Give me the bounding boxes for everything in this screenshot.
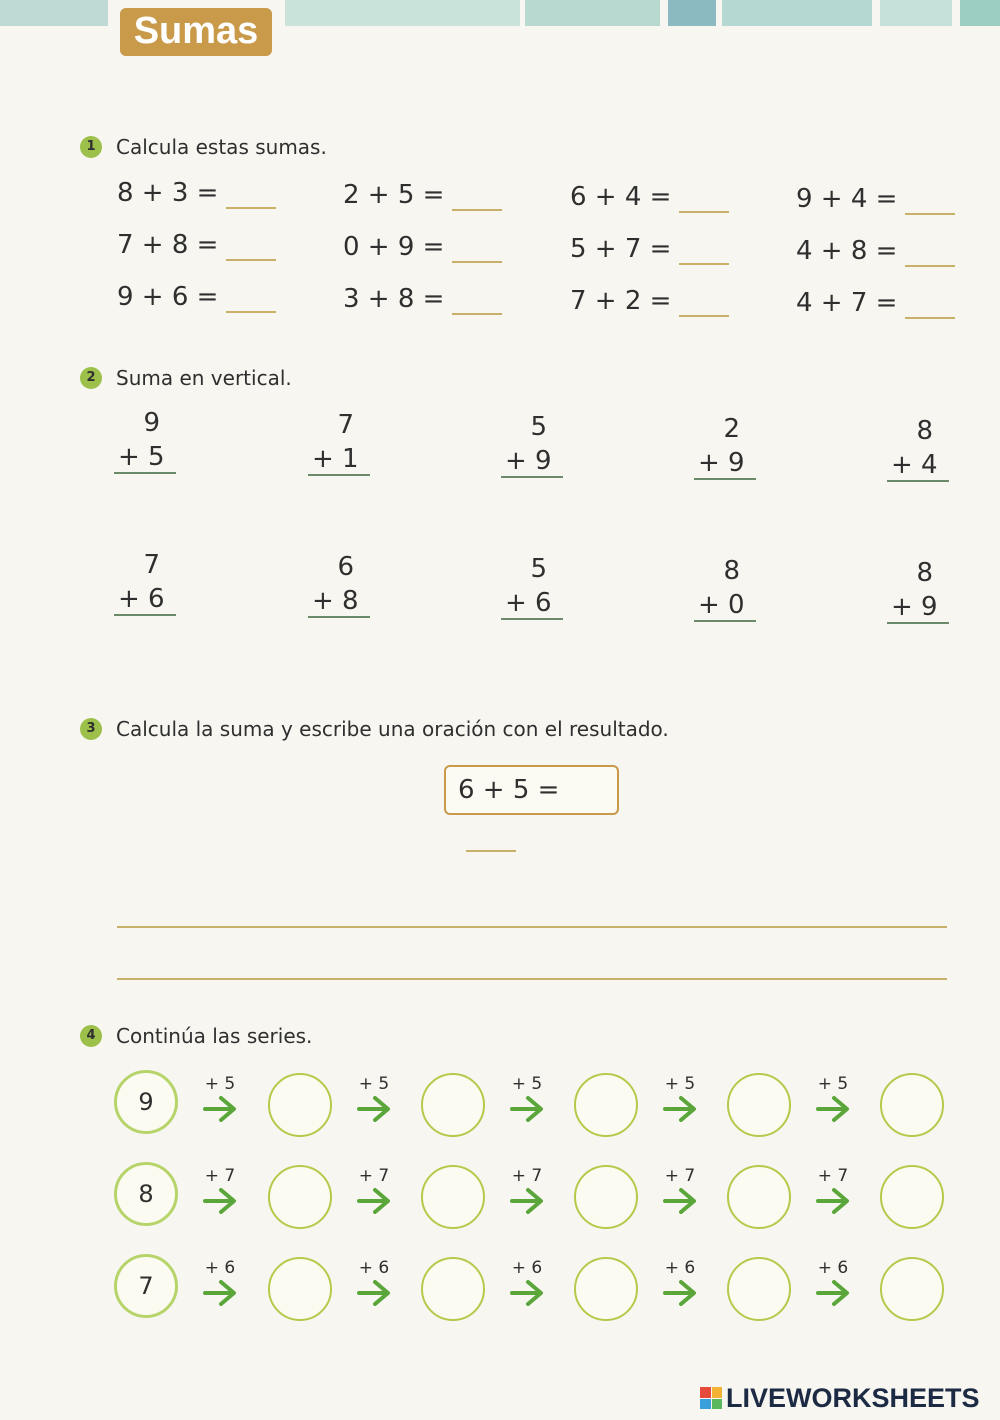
step-label: + 6 [664, 1258, 696, 1278]
framed-sum-text: 6 + 5 = [458, 775, 560, 805]
series-answer-circle[interactable] [268, 1165, 332, 1229]
series-answer-circle[interactable] [880, 1257, 944, 1321]
step-label: + 6 [204, 1258, 236, 1278]
addend-bottom: + 1 [308, 442, 370, 476]
series-step [811, 1258, 855, 1308]
vertical-sum [114, 548, 176, 616]
arrow-right-icon [202, 1186, 238, 1216]
writing-line-1[interactable] [117, 926, 947, 928]
sum-item [343, 230, 502, 264]
series-answer-circle[interactable] [880, 1073, 944, 1137]
arrow-right-icon [356, 1186, 392, 1216]
series-step [658, 1258, 702, 1308]
exercise-4-header [80, 1023, 312, 1049]
sum-item [117, 280, 276, 314]
exercise-number: 4 [80, 1025, 102, 1047]
arrow-right-icon [509, 1094, 545, 1124]
sum-expression: 0 + 9 = [343, 232, 445, 262]
sum-item [570, 232, 729, 266]
sum-expression: 7 + 2 = [570, 286, 672, 316]
arrow-right-icon [202, 1278, 238, 1308]
watermark-text: LIVEWORKSHEETS [726, 1382, 980, 1413]
answer-blank[interactable] [452, 313, 502, 315]
addend-top: 5 [530, 412, 547, 442]
sum-expression: 6 + 4 = [570, 182, 672, 212]
series-answer-circle[interactable] [268, 1257, 332, 1321]
vertical-sum [114, 406, 176, 474]
liveworksheets-logo-icon [700, 1387, 722, 1409]
arrow-right-icon [815, 1094, 851, 1124]
answer-blank[interactable] [226, 311, 276, 313]
sum-expression: 9 + 4 = [796, 184, 898, 214]
addend-top: 2 [723, 414, 740, 444]
answer-blank[interactable] [226, 259, 276, 261]
exercise-number: 3 [80, 718, 102, 740]
liveworksheets-logo [700, 1384, 980, 1412]
answer-blank[interactable] [452, 261, 502, 263]
arrow-right-icon [356, 1278, 392, 1308]
series-answer-circle[interactable] [727, 1257, 791, 1321]
addend-bottom: + 5 [114, 440, 176, 474]
series-answer-circle[interactable] [421, 1073, 485, 1137]
series-step [658, 1074, 702, 1124]
step-label: + 7 [204, 1166, 236, 1186]
arrow-right-icon [662, 1278, 698, 1308]
sum-expression: 5 + 7 = [570, 234, 672, 264]
exercise-instruction: Calcula la suma y escribe una oración con el resultado. [116, 717, 669, 741]
sum-item [343, 178, 502, 212]
answer-blank[interactable] [226, 207, 276, 209]
exercise-instruction: Calcula estas sumas. [116, 135, 327, 159]
vertical-sum [887, 414, 949, 482]
page-title: Sumas [120, 8, 272, 56]
series-answer-circle[interactable] [574, 1165, 638, 1229]
sum-expression: 8 + 3 = [117, 178, 219, 208]
series-answer-circle[interactable] [880, 1165, 944, 1229]
step-label: + 5 [511, 1074, 543, 1094]
sum-item [796, 234, 955, 268]
writing-line-2[interactable] [117, 978, 947, 980]
series-answer-circle[interactable] [727, 1073, 791, 1137]
vertical-sum [694, 554, 756, 622]
answer-blank[interactable] [679, 211, 729, 213]
step-label: + 5 [817, 1074, 849, 1094]
answer-blank[interactable] [905, 265, 955, 267]
addend-top: 5 [530, 554, 547, 584]
step-label: + 7 [358, 1166, 390, 1186]
addend-bottom: + 6 [501, 586, 563, 620]
sum-expression: 4 + 7 = [796, 288, 898, 318]
arrow-right-icon [509, 1278, 545, 1308]
step-label: + 7 [817, 1166, 849, 1186]
sum-expression: 2 + 5 = [343, 180, 445, 210]
step-label: + 6 [511, 1258, 543, 1278]
series-answer-circle[interactable] [421, 1165, 485, 1229]
series-start-circle: 7 [114, 1254, 178, 1318]
step-label: + 5 [204, 1074, 236, 1094]
series-start-circle: 9 [114, 1070, 178, 1134]
addend-top: 9 [143, 408, 160, 438]
series-step [198, 1258, 242, 1308]
sum-expression: 4 + 8 = [796, 236, 898, 266]
addend-top: 7 [337, 410, 354, 440]
series-step [198, 1074, 242, 1124]
addend-top: 8 [723, 556, 740, 586]
series-step [505, 1166, 549, 1216]
step-label: + 5 [664, 1074, 696, 1094]
exercise-instruction: Suma en vertical. [116, 366, 292, 390]
arrow-right-icon [202, 1094, 238, 1124]
step-label: + 7 [511, 1166, 543, 1186]
arrow-right-icon [356, 1094, 392, 1124]
vertical-sum [694, 412, 756, 480]
series-step [505, 1074, 549, 1124]
sum-item [570, 284, 729, 318]
answer-blank[interactable] [905, 213, 955, 215]
sum-item [796, 286, 955, 320]
vertical-sum [887, 556, 949, 624]
sum-expression: 3 + 8 = [343, 284, 445, 314]
answer-blank[interactable] [679, 315, 729, 317]
addend-bottom: + 6 [114, 582, 176, 616]
vertical-sum [501, 410, 563, 478]
vertical-sum [308, 550, 370, 618]
series-step [352, 1258, 396, 1308]
series-step [352, 1166, 396, 1216]
arrow-right-icon [509, 1186, 545, 1216]
sum-item [117, 228, 276, 262]
series-answer-circle[interactable] [421, 1257, 485, 1321]
sum-item [117, 176, 276, 210]
series-step [658, 1166, 702, 1216]
vertical-sum [501, 552, 563, 620]
sum-expression: 9 + 6 = [117, 282, 219, 312]
series-step [198, 1166, 242, 1216]
addend-bottom: + 0 [694, 588, 756, 622]
series-step [505, 1258, 549, 1308]
arrow-right-icon [815, 1278, 851, 1308]
answer-blank[interactable] [679, 263, 729, 265]
vertical-sum [308, 408, 370, 476]
series-step [352, 1074, 396, 1124]
exercise-number: 2 [80, 367, 102, 389]
exercise-1-header [80, 134, 327, 160]
exercise-3-header [80, 716, 669, 742]
addend-bottom: + 4 [887, 448, 949, 482]
series-step [811, 1074, 855, 1124]
addend-top: 8 [916, 416, 933, 446]
arrow-right-icon [662, 1094, 698, 1124]
arrow-right-icon [662, 1186, 698, 1216]
addend-top: 6 [337, 552, 354, 582]
series-start-circle: 8 [114, 1162, 178, 1226]
step-label: + 5 [358, 1074, 390, 1094]
answer-blank[interactable] [466, 850, 516, 852]
series-answer-circle[interactable] [574, 1257, 638, 1321]
framed-sum [444, 765, 619, 815]
step-label: + 6 [817, 1258, 849, 1278]
addend-bottom: + 9 [694, 446, 756, 480]
exercise-number: 1 [80, 136, 102, 158]
arrow-right-icon [815, 1186, 851, 1216]
addend-bottom: + 9 [887, 590, 949, 624]
answer-blank[interactable] [452, 209, 502, 211]
sum-item [343, 282, 502, 316]
sum-expression: 7 + 8 = [117, 230, 219, 260]
series-answer-circle[interactable] [268, 1073, 332, 1137]
sum-item [570, 180, 729, 214]
series-step [811, 1166, 855, 1216]
series-answer-circle[interactable] [727, 1165, 791, 1229]
addend-top: 8 [916, 558, 933, 588]
sum-item [796, 182, 955, 216]
exercise-2-header [80, 365, 292, 391]
addend-bottom: + 8 [308, 584, 370, 618]
step-label: + 7 [664, 1166, 696, 1186]
step-label: + 6 [358, 1258, 390, 1278]
addend-top: 7 [143, 550, 160, 580]
series-answer-circle[interactable] [574, 1073, 638, 1137]
addend-bottom: + 9 [501, 444, 563, 478]
exercise-instruction: Continúa las series. [116, 1024, 313, 1048]
answer-blank[interactable] [905, 317, 955, 319]
